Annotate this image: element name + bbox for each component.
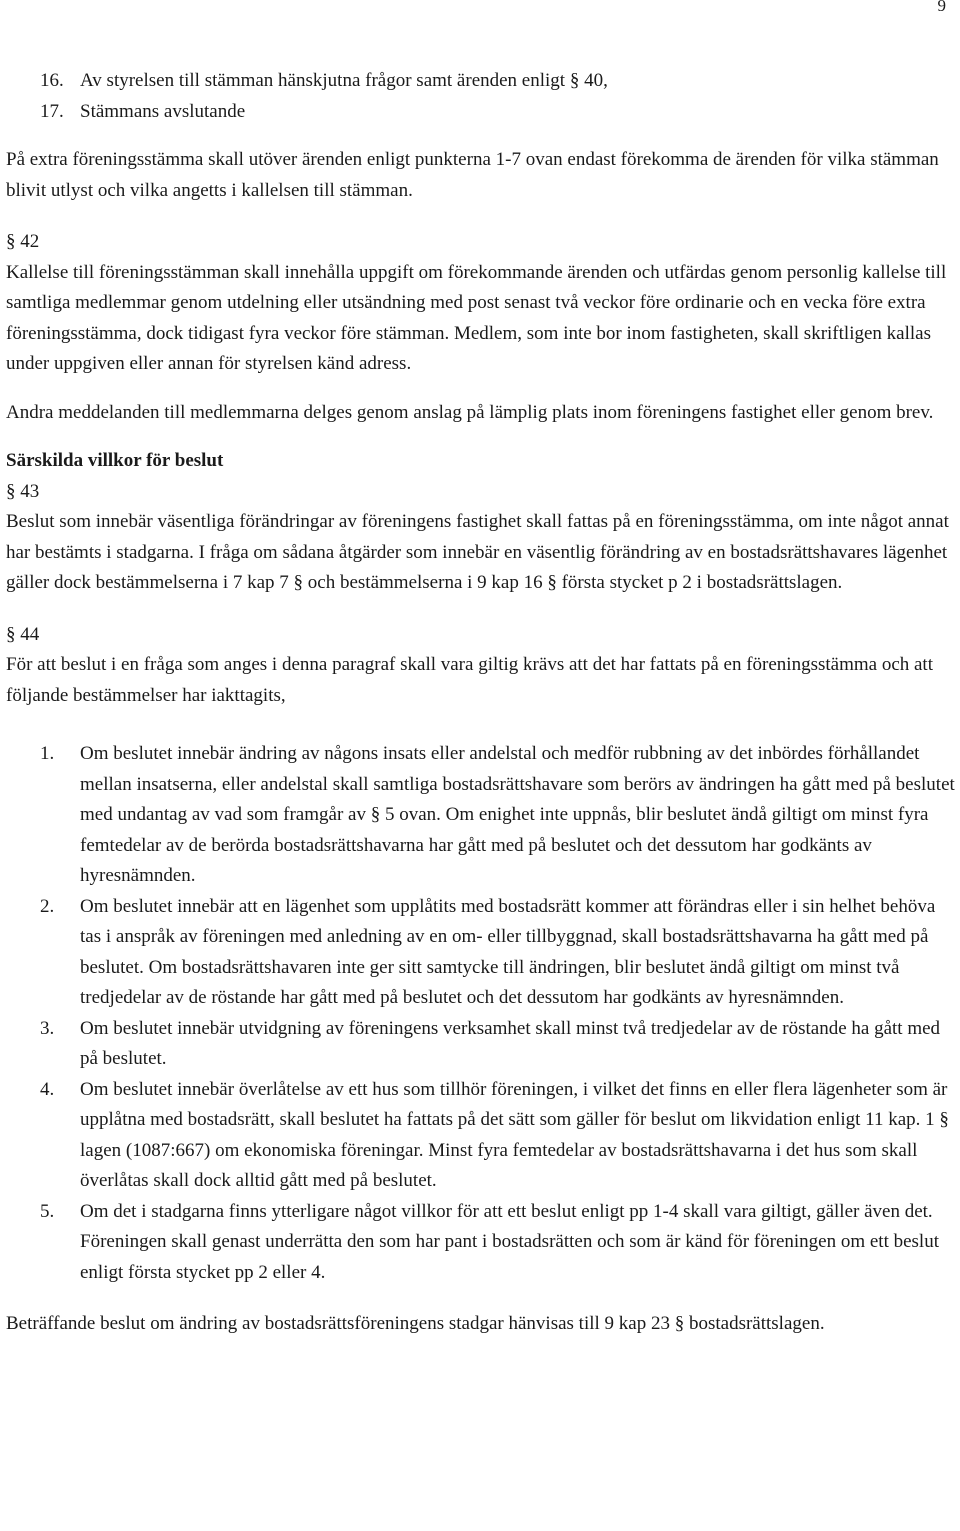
section-44-conditions-list <box>6 739 956 1288</box>
agenda-item-number: 16. <box>40 70 64 91</box>
section-43-heading: § 43 <box>6 480 40 502</box>
section-42-paragraph-2: Andra meddelanden till medlemmarna delges genom anslag på lämplig plats inom föreningens fastighet eller genom brev. <box>6 401 934 423</box>
condition-number: 5. <box>40 1200 55 1222</box>
condition-text: Om det i stadgarna finns ytterligare något villkor för att ett beslut enligt pp 1-4 skall vara giltigt, gäller även det. Föreningen skall genast underrätta den som har pant i bostadsrätten och som är känd för föreningen om ett beslut enligt första stycket pp 2 eller 4. <box>80 1200 939 1283</box>
condition-text: Om beslutet innebär ändring av någons insats eller andelstal och medför rubbning av det inbördes förhållandet mellan insatserna, eller andelstal skall samtliga bostadsrättshavare som berörs av ändringen ha gått med på beslutet med undantag av vad som framgår av § 5 ovan. Om enighet inte uppnås, blir beslutet ändå giltigt om minst fyra femtedelar av de berörda bostadsrättshavarna har gått med på beslutet och det dessutom har godkänts av hyresnämnden. <box>80 743 955 886</box>
condition-number: 4. <box>40 1078 55 1100</box>
special-conditions-heading: Särskilda villkor för beslut <box>6 450 224 471</box>
document-body <box>6 66 956 1340</box>
condition-number: 2. <box>40 895 55 917</box>
condition-text: Om beslutet innebär överlåtelse av ett hus som tillhör föreningen, i vilket det finns en eller flera lägenheter som är upplåtna med bostadsrätt, skall beslutet ha fattats på det sätt som gäller för beslut om likvidation enligt 11 kap. 1 § lagen (1087:667) om ekonomiska föreningar. Minst fyra femtedelar av bostadsrättshavarna i det hus som skall överlåtas skall dock alltid gått med på beslutet. <box>80 1078 949 1191</box>
condition-item <box>6 1014 956 1075</box>
section-44-intro: För att beslut i en fråga som anges i denna paragraf skall vara giltig krävs att det har fattats på en föreningsstämma och att följande bestämmelser har iakttagits, <box>6 654 933 706</box>
extra-meeting-paragraph: På extra föreningsstämma skall utöver ärenden enligt punkterna 1-7 ovan endast förekomma de ärenden för vilka stämman blivit utlyst och vilka angetts i kallelsen till stämman. <box>6 149 939 201</box>
agenda-item-number: 17. <box>40 100 64 122</box>
section-43-paragraph: Beslut som innebär väsentliga förändringar av föreningens fastighet skall fattas på en föreningsstämma, om inte något annat har bestämts i stadgarna. I fråga om sådana åtgärder som innebär en väsentlig förändring av en bostadsrättshavares lägenhet gäller dock bestämmelserna i 7 kap 7 § och bestämmelserna i 9 kap 16 § första stycket p 2 i bostadsrättslagen. <box>6 511 949 593</box>
agenda-item-text: Stämmans avslutande <box>80 100 246 122</box>
agenda-list <box>6 66 956 127</box>
condition-item <box>6 1075 956 1197</box>
condition-number: 1. <box>40 743 55 764</box>
page-number: 9 <box>937 0 946 15</box>
agenda-item <box>6 97 956 128</box>
condition-number: 3. <box>40 1017 55 1039</box>
condition-item <box>6 1197 956 1289</box>
agenda-item <box>6 66 956 97</box>
condition-text: Om beslutet innebär att en lägenhet som upplåtits med bostadsrätt kommer att förändras eller i sin helhet behöva tas i anspråk av föreningen med anledning av en om- eller tillbyggnad, skall bostadsrättshavarna ha gått med på beslutet. Om bostadsrättshavaren inte ger sitt samtycke till ändringen, blir beslutet ändå giltigt om minst två tredjedelar av de röstande har gått med på beslutet och det dessutom har godkänts av hyresnämnden. <box>80 895 936 1008</box>
section-44-closing: Beträffande beslut om ändring av bostadsrättsföreningens stadgar hänvisas till 9 kap 23 § bostadsrättslagen. <box>6 1313 825 1334</box>
condition-text: Om beslutet innebär utvidgning av föreningens verksamhet skall minst två tredjedelar av de röstande ha gått med på beslutet. <box>80 1017 941 1069</box>
agenda-item-text: Av styrelsen till stämman hänskjutna frågor samt ärenden enligt § 40, <box>80 70 608 91</box>
section-42-paragraph-1: Kallelse till föreningsstämman skall innehålla uppgift om förekommande ärenden och utfärdas genom personlig kallelse till samtliga medlemmar genom utdelning eller utsändning med post senast två veckor före ordinarie och en vecka före extra föreningsstämma, dock tidigast fyra veckor före stämman. Medlem, som inte bor inom fastigheten, skall skriftligen kallas under uppgiven eller annan för styrelsen känd adress. <box>6 261 947 374</box>
section-42-heading: § 42 <box>6 231 40 252</box>
condition-item <box>6 892 956 1014</box>
condition-item <box>6 739 956 892</box>
section-44-heading: § 44 <box>6 623 40 645</box>
